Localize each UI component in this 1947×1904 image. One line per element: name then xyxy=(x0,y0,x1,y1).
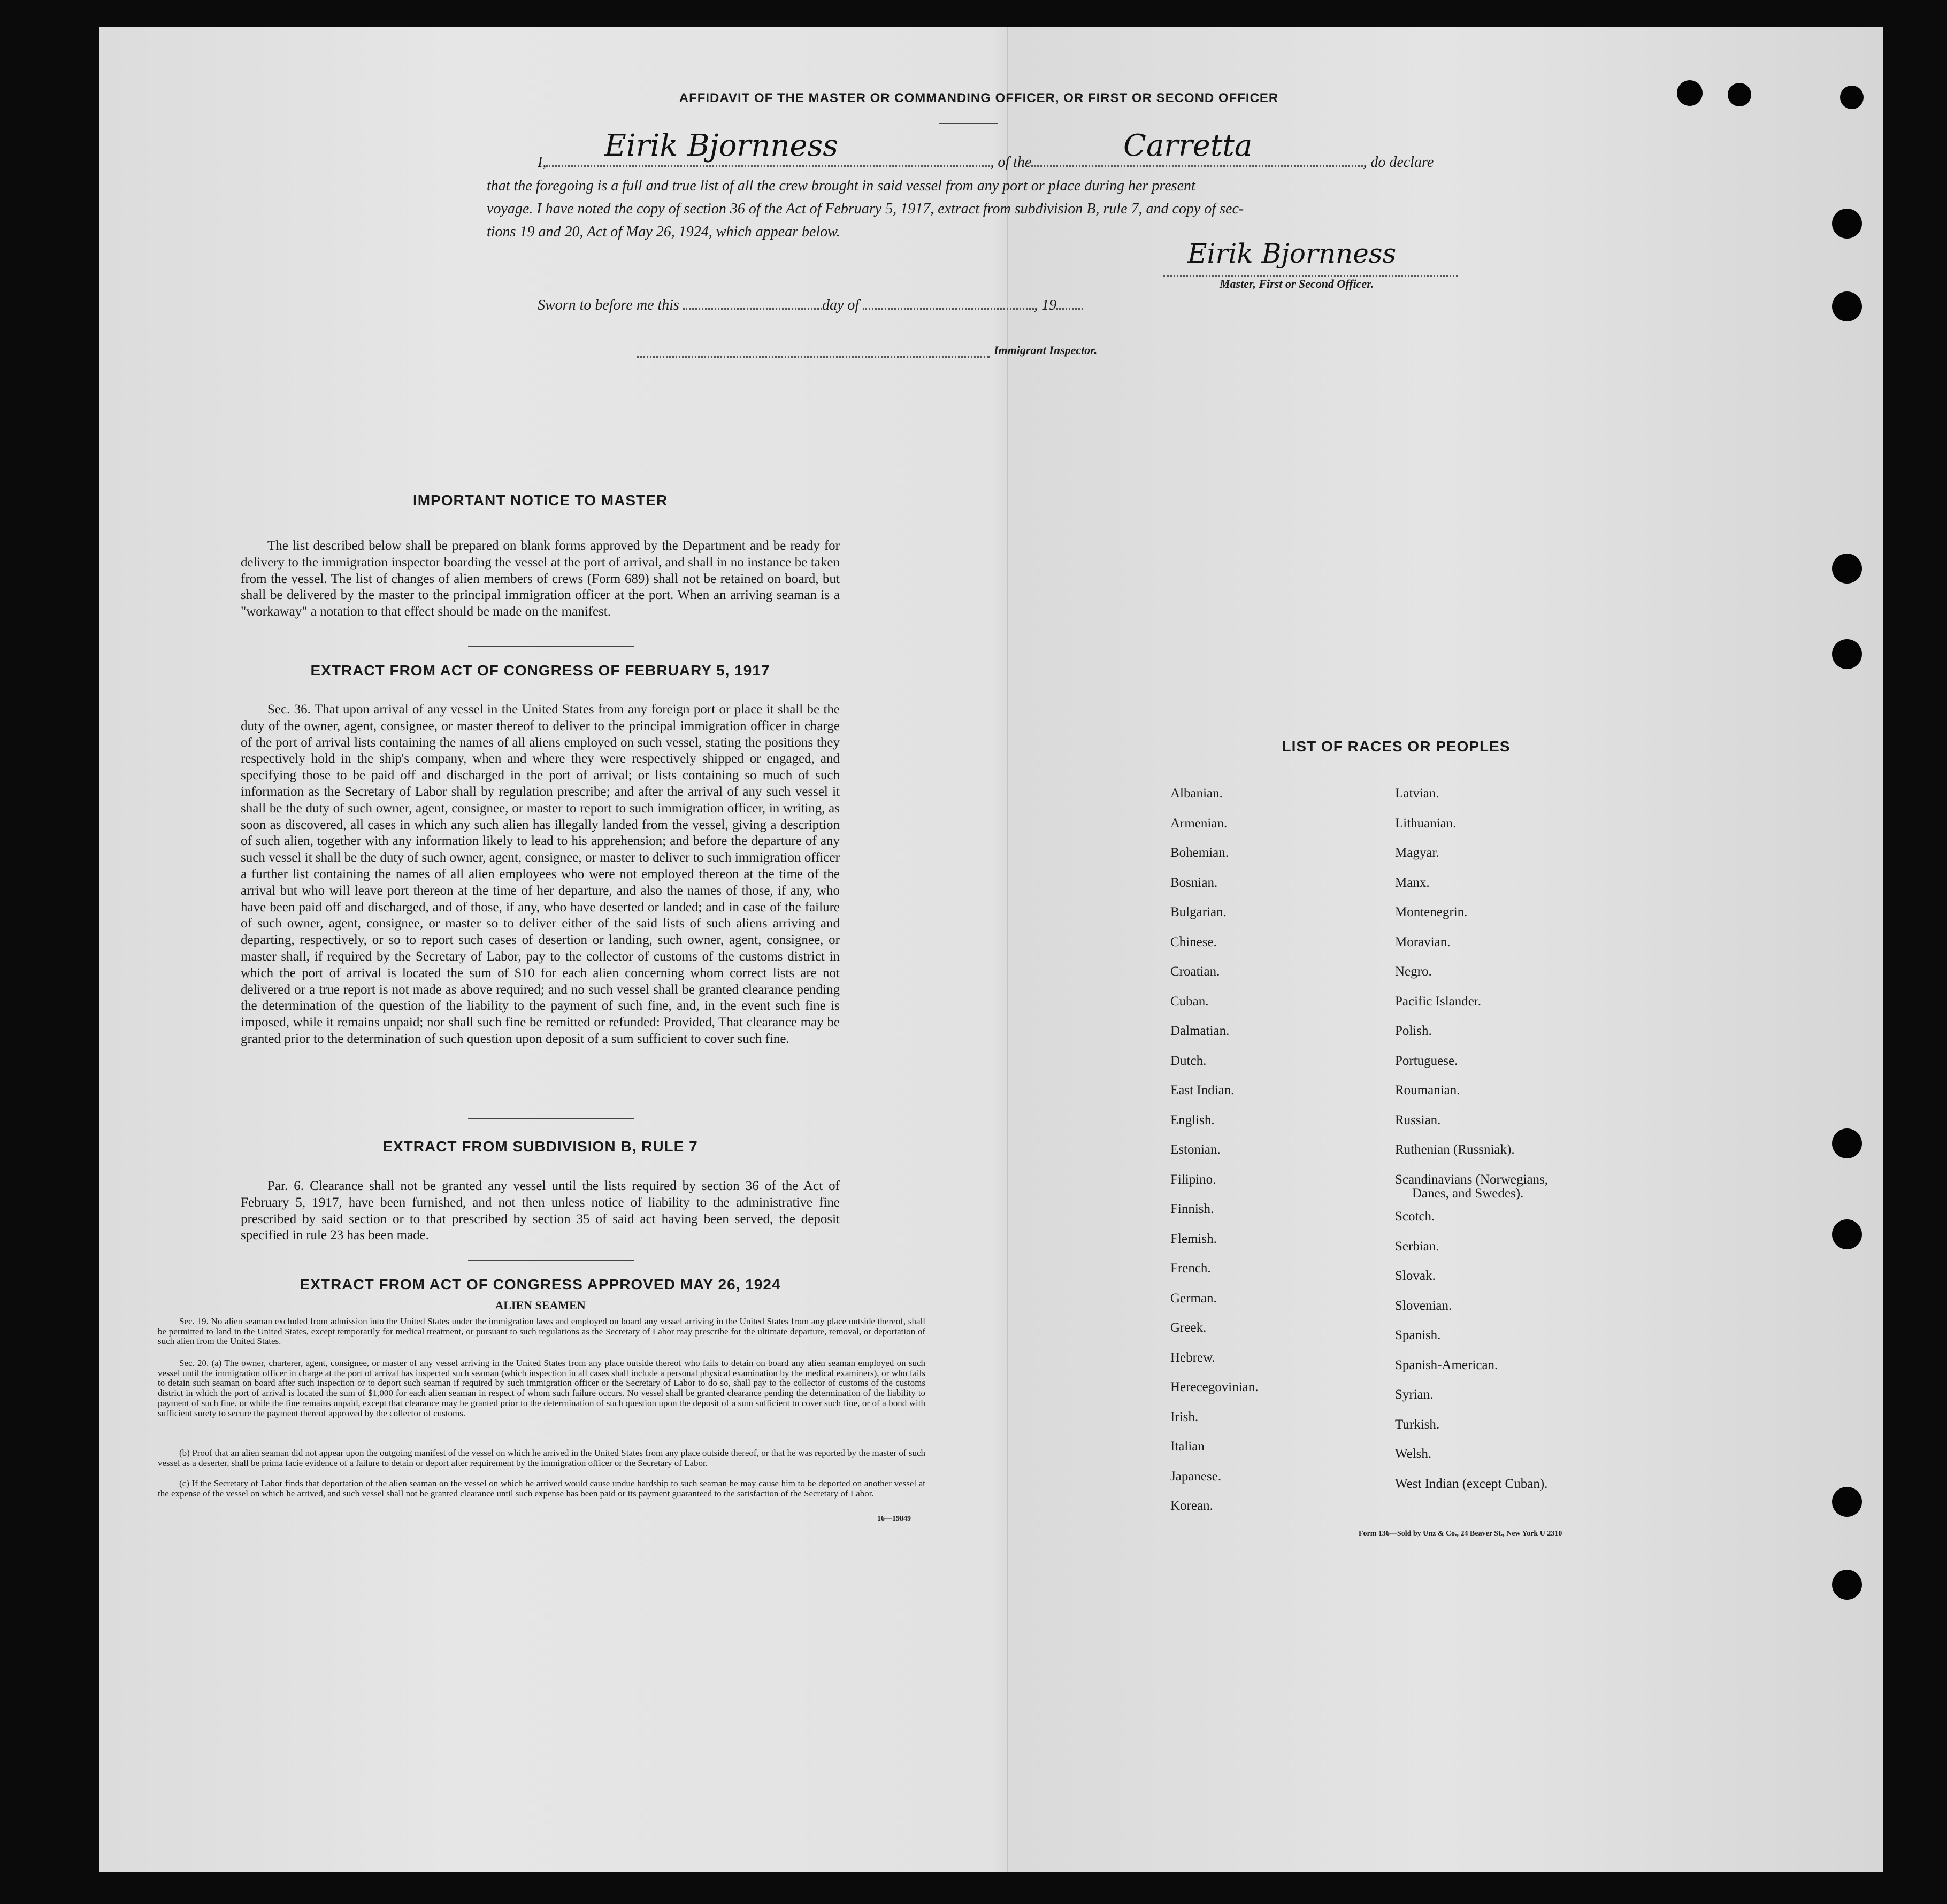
race-item: Armenian. xyxy=(1170,816,1228,831)
race-item: Moravian. xyxy=(1395,934,1451,949)
race-item: Herecegovinian. xyxy=(1170,1380,1259,1394)
of-the-label: , of the xyxy=(990,154,1032,171)
punch-hole xyxy=(1677,80,1703,106)
notice-heading: IMPORTANT NOTICE TO MASTER xyxy=(412,492,668,509)
race-item: Montenegrin. xyxy=(1395,905,1468,919)
race-item: Manx. xyxy=(1395,875,1430,890)
punch-hole xyxy=(1832,1487,1862,1517)
race-item: Bulgarian. xyxy=(1170,905,1227,919)
race-item: Portuguese. xyxy=(1395,1053,1458,1068)
race-item: Serbian. xyxy=(1395,1239,1439,1254)
sworn-line xyxy=(538,297,1083,314)
punch-hole xyxy=(1832,1219,1862,1249)
race-item: German. xyxy=(1170,1291,1217,1306)
punch-hole xyxy=(1832,1570,1862,1600)
affidavit-title: AFFIDAVIT OF THE MASTER OR COMMANDING OFFICER, OR FIRST OR SECOND OFFICER xyxy=(679,91,1279,105)
races-heading: LIST OF RACES OR PEOPLES xyxy=(1282,738,1511,755)
race-item: Polish. xyxy=(1395,1024,1432,1038)
extract-1924-subheading: ALIEN SEAMEN xyxy=(495,1299,586,1312)
race-item: Dutch. xyxy=(1170,1053,1207,1068)
affidavit-line-3: voyage. I have noted the copy of section 36 of the Act of February 5, 1917, extract from subdivision B, rule 7, and copy of sec- xyxy=(487,201,1244,217)
race-item: Russian. xyxy=(1395,1112,1441,1127)
sworn-year-label: , 19 xyxy=(1034,297,1057,313)
race-item: Scandinavians (Norwegians, xyxy=(1395,1172,1549,1187)
race-item: French. xyxy=(1170,1261,1211,1276)
affidavit-line-4: tions 19 and 20, Act of May 26, 1924, which appear below. xyxy=(487,224,840,240)
race-item: Cuban. xyxy=(1170,994,1209,1009)
race-item: Negro. xyxy=(1395,964,1432,979)
race-item: Latvian. xyxy=(1395,786,1439,801)
signature-caption: Master, First or Second Officer. xyxy=(1220,277,1374,290)
race-item: Korean. xyxy=(1170,1499,1213,1513)
race-item: Pacific Islander. xyxy=(1395,994,1482,1009)
punch-hole xyxy=(1832,1128,1862,1158)
punch-hole xyxy=(1832,639,1862,669)
declare-label: , do declare xyxy=(1363,154,1434,171)
race-item: Finnish. xyxy=(1170,1202,1214,1216)
extract-1924-sec19: Sec. 19. No alien seaman excluded from admission into the United States under the immigration laws and employed on board any vessel arriving in the United States from any place outside thereof, shall be permitted to land in the United States, except temporarily for medical treatment, or pursuant to such regulations as the Secretary of Labor may prescribe for the ultimate departure, removal, or deportation of such alien from the United States. xyxy=(158,1316,925,1347)
punch-hole xyxy=(1840,86,1864,109)
race-item: Bosnian. xyxy=(1170,875,1218,890)
inspector-caption: Immigrant Inspector. xyxy=(994,343,1098,357)
race-item: Dalmatian. xyxy=(1170,1024,1230,1038)
race-item: East Indian. xyxy=(1170,1083,1235,1097)
extract-1924-sec20c: (c) If the Secretary of Labor finds that deportation of the alien seaman on the vessel on which he arrived would cause undue hardship to such seaman he may cause him to be deported on another vessel at the expense of the vessel on which he arrived, and such vessel shall not be granted clearance until such expense has been paid or its payment guaranteed to the satisfaction of the Secretary of Labor. xyxy=(158,1478,925,1499)
race-item: Flemish. xyxy=(1170,1231,1217,1246)
divider xyxy=(468,646,634,647)
signature-handwritten: Eirik Bjornness xyxy=(1187,238,1397,269)
sworn-prefix: Sworn to before me this xyxy=(538,297,679,313)
race-item: Scotch. xyxy=(1395,1209,1435,1224)
race-item: Turkish. xyxy=(1395,1417,1440,1432)
race-item: English. xyxy=(1170,1112,1215,1127)
notice-text: The list described below shall be prepared on blank forms approved by the Department and be ready for delivery to the immigration inspector boarding the vessel at the port of arrival, and shall in no instance be taken from the vessel. The list of changes of alien members of crews (Form 689) shall not be retained on board, but shall be delivered by the master to the principal immigration officer at the port. When an arriving seaman is a "workaway" a notation to that effect should be made on the manifest. xyxy=(241,539,840,619)
race-item: Bohemian. xyxy=(1170,846,1229,860)
race-item: Italian xyxy=(1170,1439,1205,1454)
extract-1924-sec20b: (b) Proof that an alien seaman did not appear upon the outgoing manifest of the vessel on which he arrived in the United States from any place outside thereof, or that he was reported by the master of such vessel as a deserter, shall be prima facie evidence of a failure to detain or deport after requirement by the immigration officer or the Secretary of Labor. xyxy=(158,1448,925,1468)
race-item: Danes, and Swedes). xyxy=(1412,1186,1524,1201)
extract-1924-sec20a: Sec. 20. (a) The owner, charterer, agent, consignee, or master of any vessel arriving in the United States from any place outside thereof who fails to detain on board any alien seaman employed on such vessel until the immigration officer in charge at the port of arrival has inspected such seaman (which inspection in all cases shall include a personal physical examination by the medical examiners), or who fails to detain such seaman on board after such inspection or to deport such seaman if required by such immigration officer or the Secretary of Labor to do so, shall pay to the collector of customs of the customs district in which the port of arrival is located the sum of $1,000 for each alien seaman in respect of whom such failure occurs. No vessel shall be granted clearance pending the determination of the liability to payment of such fine, or while the fine remains unpaid, except that clearance may be granted prior to the determination of such question upon the deposit of a sum sufficient to cover such fine, or of a bond with sufficient surety to secure the payment thereof approved by the collector of customs. xyxy=(158,1358,925,1418)
race-item: Filipino. xyxy=(1170,1172,1216,1187)
race-item: Albanian. xyxy=(1170,786,1223,801)
punch-hole xyxy=(1728,83,1751,106)
race-item: Chinese. xyxy=(1170,934,1217,949)
declarant-prefix: I, xyxy=(538,154,547,171)
affidavit-line-2: that the foregoing is a full and true list of all the crew brought in said vessel from any port or place during her present xyxy=(487,178,1195,194)
punch-hole xyxy=(1832,209,1862,239)
extract-rule7-heading: EXTRACT FROM SUBDIVISION B, RULE 7 xyxy=(382,1138,698,1155)
punch-hole xyxy=(1832,554,1862,584)
race-item: Croatian. xyxy=(1170,964,1220,979)
punch-hole xyxy=(1832,291,1862,321)
sworn-day-label: day of xyxy=(822,297,860,313)
race-item: Welsh. xyxy=(1395,1447,1432,1461)
extract-1917-heading: EXTRACT FROM ACT OF CONGRESS OF FEBRUARY 5, 1917 xyxy=(310,662,770,679)
race-item: Hebrew. xyxy=(1170,1350,1215,1365)
extract-1917-text: Sec. 36. That upon arrival of any vessel in the United States from any foreign port or place it shall be the duty of the owner, agent, consignee, or master thereof to deliver to the principal immigration officer in charge of the port of arrival lists containing the names of all aliens employed on such vessel, stating the positions they respectively hold in the ship's company, when and where they were respectively shipped or engaged, and specifying those to be paid off and discharged in the port of arrival; or lists containing so much of such information as the Secretary of Labor shall by regulation prescribe; and after the arrival of any such vessel it shall be the duty of such owner, agent, consignee, or master to report to such immigration officer, in writing, as soon as discovered, all cases in which any such alien has illegally landed from the vessel, giving a description of such alien, together with any information likely to lead to his apprehension; and before the departure of any such vessel it shall be the duty of such owner, agent, consignee, or master to deliver to such immigration officer a further list containing the names of all alien employees who were not employed thereon at the time of the arrival but who will leave port thereon at the time of her departure, and also the names of those, if any, who have been paid off and discharged, and of those, if any, who have deserted or landed; and in case of the failure of such owner, agent, consignee, or master so to deliver either of the said lists of such aliens arriving and departing, respectively, or so to report such cases of desertion or landing, such owner, agent, consignee, or master shall, if required by the Secretary of Labor, pay to the collector of customs of the customs district in which the port of arrival is located the sum of $10 for each alien concerning whom correct lists are not delivered or a true report is not made as above required; and no such vessel shall be granted clearance pending the determination of the question of the liability to the payment of such fine, and, in the event such fine is imposed, while it remains unpaid; nor shall such fine be remitted or refunded: Provided, That clearance may be granted prior to the determination of such question upon deposit of a sum sufficient to cover such fine. xyxy=(241,702,840,1046)
race-item: Spanish-American. xyxy=(1395,1357,1498,1372)
extract-1924-heading: EXTRACT FROM ACT OF CONGRESS APPROVED MAY 26, 1924 xyxy=(300,1276,781,1293)
race-item: Roumanian. xyxy=(1395,1083,1460,1097)
race-item: Ruthenian (Russniak). xyxy=(1395,1142,1515,1157)
race-item: West Indian (except Cuban). xyxy=(1395,1476,1548,1491)
master-name-handwritten: Eirik Bjornness xyxy=(604,128,838,163)
race-item: Magyar. xyxy=(1395,846,1439,860)
race-item: Lithuanian. xyxy=(1395,816,1457,831)
form-footer: Form 136—Sold by Unz & Co., 24 Beaver St., New York U 2310 xyxy=(1359,1530,1562,1538)
form-number: 16—19849 xyxy=(877,1515,911,1523)
race-item: Spanish. xyxy=(1395,1328,1441,1342)
race-item: Greek. xyxy=(1170,1320,1207,1335)
extract-rule7-text: Par. 6. Clearance shall not be granted any vessel until the lists required by section 36 of the Act of February 5, 1917, have been furnished, and not then unless notice of liability to the administrative fine prescribed by said section or to that prescribed by section 35 of said act having been served, the deposit specified in rule 23 has been made. xyxy=(241,1179,840,1243)
race-item: Japanese. xyxy=(1170,1469,1222,1484)
vessel-name-handwritten: Carretta xyxy=(1123,128,1253,163)
race-item: Syrian. xyxy=(1395,1387,1434,1402)
divider xyxy=(468,1260,634,1261)
race-item: Estonian. xyxy=(1170,1142,1221,1157)
race-item: Slovak. xyxy=(1395,1269,1436,1283)
race-item: Irish. xyxy=(1170,1409,1199,1424)
race-item: Slovenian. xyxy=(1395,1298,1452,1313)
divider xyxy=(939,123,998,124)
divider xyxy=(468,1118,634,1119)
